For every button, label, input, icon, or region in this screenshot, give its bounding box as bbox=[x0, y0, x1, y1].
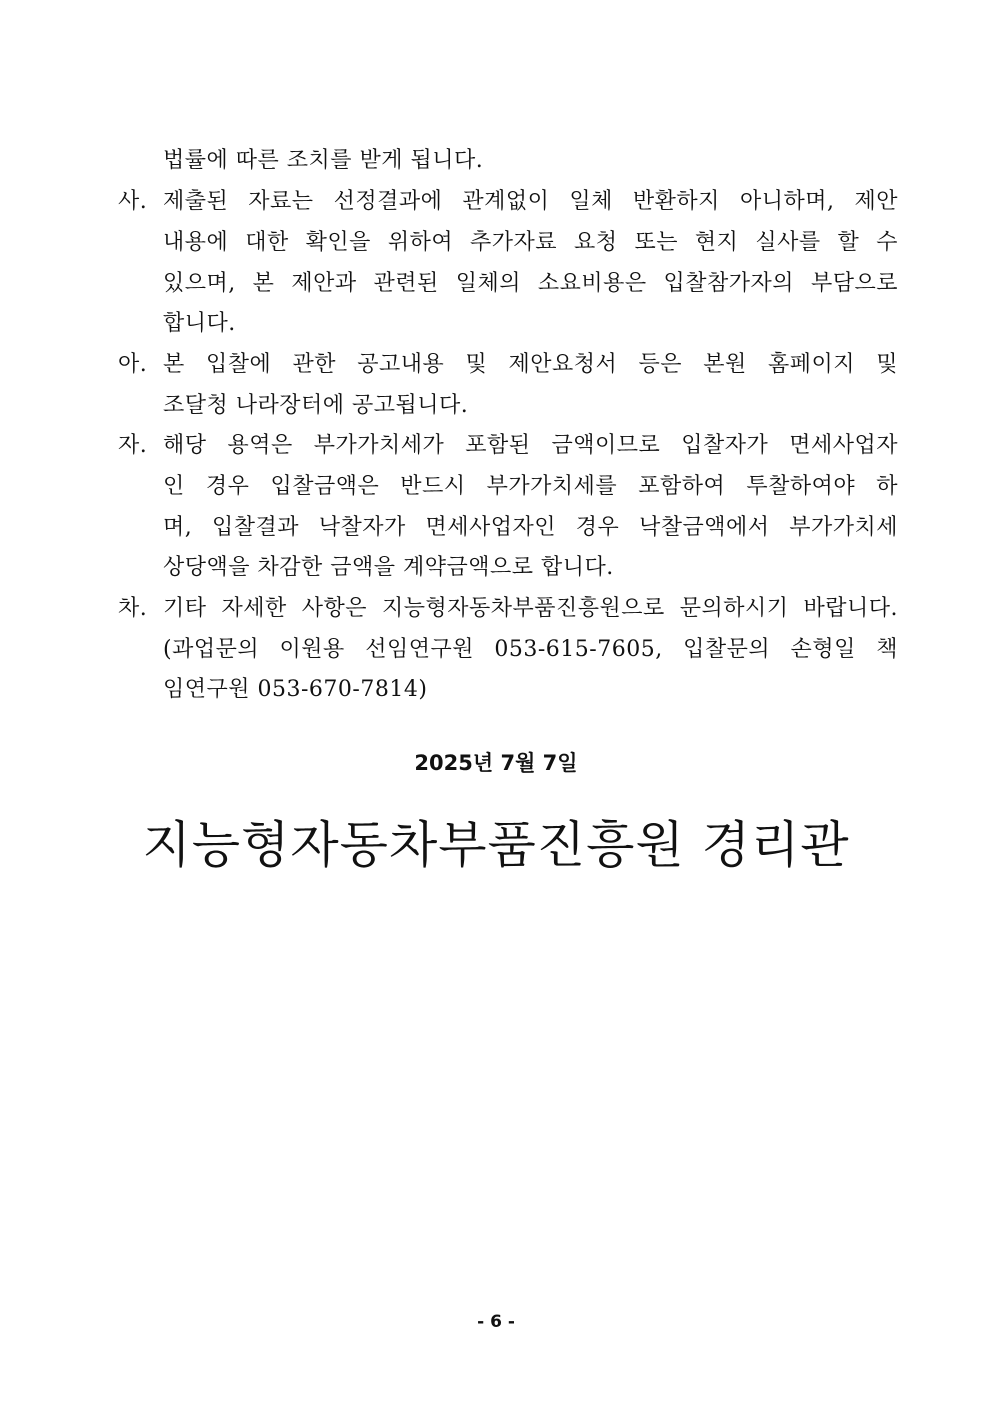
item-continuation-line: 법률에 따른 조치를 받게 됩니다. bbox=[163, 148, 484, 173]
item-a-line-1: 본 입찰에 관한 공고내용 및 제안요청서 등은 본원 홈페이지 및 bbox=[163, 352, 898, 377]
item-ja-line-4: 상당액을 차감한 금액을 계약금액으로 합니다. bbox=[163, 555, 614, 580]
item-cha-line-2: (과업문의 이원용 선임연구원 053-615-7605, 입찰문의 손형일 책 bbox=[163, 637, 898, 662]
item-sa-line-3: 있으며, 본 제안과 관련된 일체의 소요비용은 입찰참가자의 부담으로 bbox=[163, 271, 898, 296]
item-cha-line-3: 임연구원 053-670-7814) bbox=[163, 677, 428, 702]
item-ja-line-1: 해당 용역은 부가가치세가 포함된 금액이므로 입찰자가 면세사업자 bbox=[163, 433, 898, 458]
item-cha-line-1: 기타 자세한 사항은 지능형자동차부품진흥원으로 문의하시기 바랍니다. bbox=[163, 596, 898, 621]
item-ja-line-2: 인 경우 입찰금액은 반드시 부가가치세를 포함하여 투찰하여야 하 bbox=[163, 474, 898, 499]
item-marker-sa: 사. bbox=[118, 189, 148, 214]
item-marker-a: 아. bbox=[118, 352, 148, 377]
item-sa-line-2: 내용에 대한 확인을 위하여 추가자료 요청 또는 현지 실사를 할 수 bbox=[163, 230, 898, 255]
item-a-line-2: 조달청 나라장터에 공고됩니다. bbox=[163, 393, 469, 418]
item-sa-line-1: 제출된 자료는 선정결과에 관계없이 일체 반환하지 아니하며, 제안 bbox=[163, 189, 898, 214]
organization-signature: 지능형자동차부품진흥원 경리관 bbox=[142, 816, 850, 874]
item-marker-cha: 차. bbox=[118, 596, 148, 621]
page-number: - 6 - bbox=[477, 1312, 515, 1332]
document-date: 2025년 7월 7일 bbox=[414, 751, 578, 775]
item-marker-ja: 자. bbox=[118, 433, 148, 458]
item-ja-line-3: 며, 입찰결과 낙찰자가 면세사업자인 경우 낙찰금액에서 부가가치세 bbox=[163, 515, 898, 540]
item-sa-line-4: 합니다. bbox=[163, 311, 236, 336]
